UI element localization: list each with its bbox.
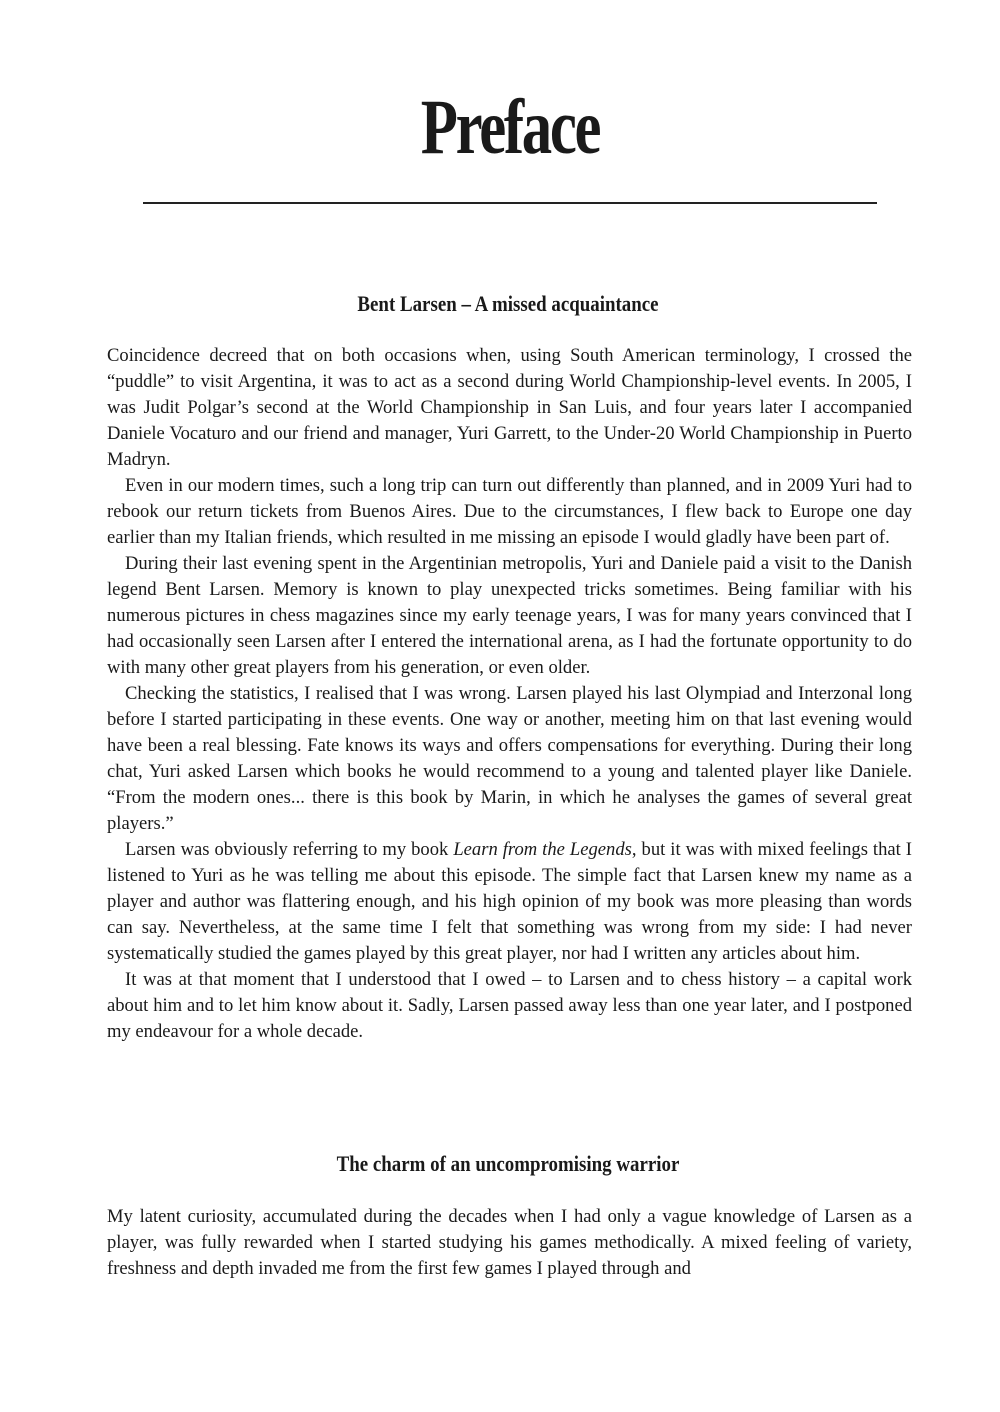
section-body bbox=[107, 343, 912, 1045]
paragraph: During their last evening spent in the Argentinian metropolis, Yuri and Daniele paid a visit to the Danish legend Bent Larsen. Memory is known to play unexpected tricks sometimes. Being familiar with his numerous pictures in chess magazines since my early teenage years, I was for many years convinced that I had occasionally seen Larsen after I entered the international arena, as I had the fortunate opportunity to do with many other great players from his generation, or even older. bbox=[107, 553, 912, 678]
title-underline bbox=[143, 202, 877, 204]
paragraph-text: , but it was with mixed feelings that I listened to Yuri as he was telling me about this episode. The simple fact that Larsen knew my name as a player and author was flattering enough, and his high opinion of my book was more pleasing than words can say. Nevertheless, at the same time I felt that something was wrong from my side: I had never systematically studied the games played by this great player, nor had I written any articles about him. bbox=[107, 839, 913, 964]
section-heading: The charm of an uncompromising warrior bbox=[336, 1151, 680, 1176]
section-heading: Bent Larsen – A missed acquaintance bbox=[357, 291, 659, 316]
paragraph: It was at that moment that I understood that I owed – to Larsen and to chess history – a capital work about him and to let him know about it. Sadly, Larsen passed away less than one year later, and I postponed my endeavour for a whole decade. bbox=[107, 969, 912, 1042]
paragraph-text: Larsen was obviously referring to my book bbox=[125, 839, 454, 860]
paragraph: My latent curiosity, accumulated during the decades when I had only a vague knowledge of Larsen as a player, was fully rewarded when I started studying his games methodically. A mixed feeling of variety, freshness and depth invaded me from the first few games I played through and bbox=[107, 1206, 912, 1279]
paragraph: Even in our modern times, such a long trip can turn out differently than planned, and in 2009 Yuri had to rebook our return tickets from Buenos Aires. Due to the circumstances, I flew back to Europe one day earlier than my Italian friends, which resulted in me missing an episode I would gladly have been part of. bbox=[107, 475, 912, 548]
section-body bbox=[107, 1204, 912, 1282]
page-title: Preface bbox=[420, 83, 600, 170]
book-title: Learn from the Legends bbox=[453, 839, 632, 860]
paragraph: Coincidence decreed that on both occasions when, using South American terminology, I crossed the “puddle” to visit Argentina, it was to act as a second during World Championship-level events. In 2005, I was Judit Polgar’s second at the World Championship in San Luis, and four years later I accompanied Daniele Vocaturo and our friend and manager, Yuri Garrett, to the Under-20 World Championship in Puerto Madryn. bbox=[107, 345, 912, 470]
paragraph bbox=[107, 837, 912, 967]
paragraph: Checking the statistics, I realised that I was wrong. Larsen played his last Olympiad and Interzonal long before I started participating in these events. One way or another, meeting him on that last evening would have been a real blessing. Fate knows its ways and offers compensations for everything. During their long chat, Yuri asked Larsen which books he would recommend to a young and talented player like Daniele. “From the modern ones... there is this book by Marin, in which he analyses the games of several great players.” bbox=[107, 683, 912, 834]
